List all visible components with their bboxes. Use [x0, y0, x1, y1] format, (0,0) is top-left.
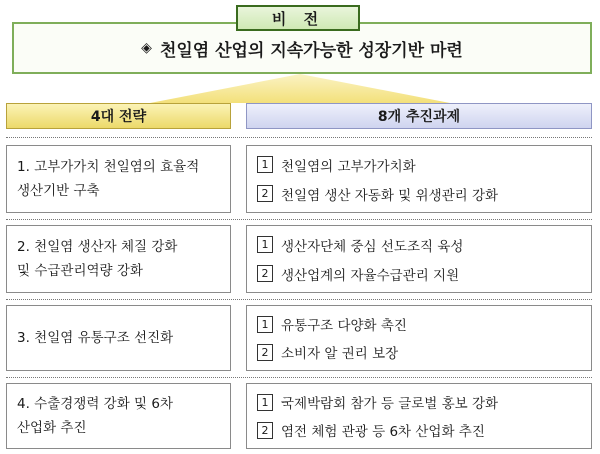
- divider: [6, 377, 592, 378]
- task-item: [257, 261, 581, 287]
- task-item: [257, 181, 581, 207]
- strategy-line: 2. 천일염 생산자 체질 강화: [17, 239, 178, 255]
- task-item: [257, 339, 581, 365]
- divider: [6, 299, 592, 300]
- task-box-3: [246, 305, 592, 371]
- task-text: 염전 체험 관광 등 6차 산업화 추진: [281, 424, 485, 440]
- diamond-bullet-icon: ◈: [141, 40, 152, 56]
- strategy-box-4: [6, 383, 231, 449]
- strategy-line: 산업화 추진: [17, 420, 87, 436]
- connector-arrow-icon: [150, 74, 450, 104]
- task-text: 생산자단체 중심 선도조직 육성: [281, 238, 464, 255]
- task-text: 국제박람회 참가 등 글로벌 홍보 강화: [281, 396, 499, 412]
- strategy-box-3: [6, 305, 231, 371]
- task-number: 2: [257, 422, 273, 439]
- vision-statement: 천일염 산업의 지속가능한 성장기반 마련: [159, 40, 463, 61]
- task-number: 1: [257, 394, 273, 411]
- task-number: 2: [257, 344, 273, 361]
- task-item: [257, 232, 581, 258]
- divider: [6, 137, 592, 138]
- task-item: [257, 417, 581, 443]
- task-text: 천일염 생산 자동화 및 위생관리 강화: [281, 187, 499, 204]
- task-text: 유통구조 다양화 촉진: [281, 318, 407, 334]
- task-text: 생산업계의 자율수급관리 지원: [281, 267, 460, 284]
- task-text: 소비자 알 권리 보장: [281, 346, 399, 362]
- task-item: [257, 311, 581, 337]
- strategy-box-1: [6, 145, 231, 213]
- task-box-1: [246, 145, 592, 213]
- task-header: 8개 추진과제: [246, 103, 592, 129]
- task-item: [257, 389, 581, 415]
- strategy-line: 3. 천일염 유통구조 선진화: [17, 330, 174, 346]
- vision-tab: 비 전: [236, 5, 360, 31]
- task-number: 2: [257, 185, 273, 202]
- strategy-header: 4대 전략: [6, 103, 231, 129]
- task-box-2: [246, 225, 592, 293]
- strategy-box-2: [6, 225, 231, 293]
- strategy-line: 및 수급관리역량 강화: [17, 263, 143, 279]
- task-number: 1: [257, 156, 273, 173]
- task-number: 2: [257, 265, 273, 282]
- strategy-line: 4. 수출경쟁력 강화 및 6차: [17, 396, 174, 412]
- task-item: [257, 152, 581, 178]
- task-text: 천일염의 고부가가치화: [281, 158, 416, 175]
- strategy-line: 1. 고부가가치 천일염의 효율적: [17, 159, 200, 175]
- task-number: 1: [257, 236, 273, 253]
- divider: [6, 219, 592, 220]
- task-number: 1: [257, 316, 273, 333]
- task-box-4: [246, 383, 592, 449]
- strategy-line: 생산기반 구축: [17, 183, 100, 199]
